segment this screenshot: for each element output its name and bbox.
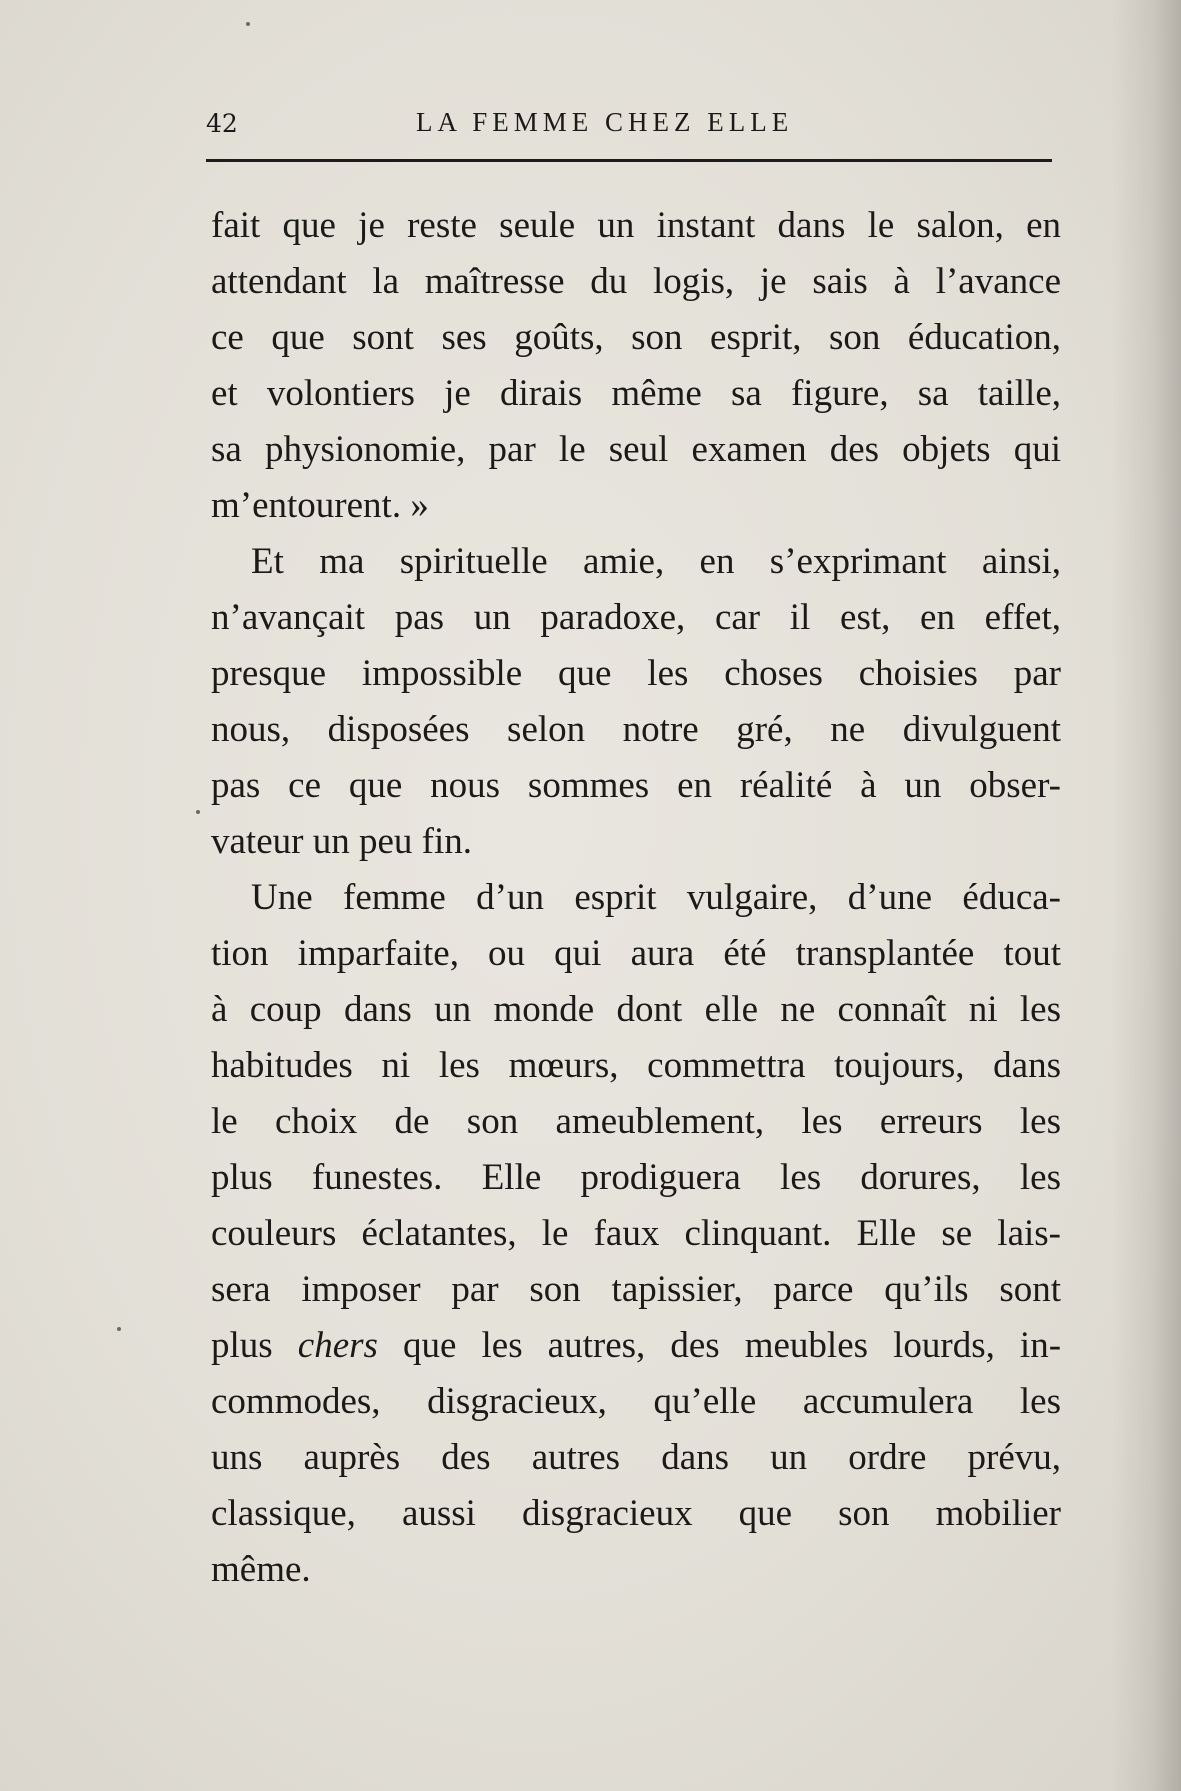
page-header <box>206 105 1052 145</box>
paper-speck <box>196 810 200 814</box>
text-line: n’avançait pas un paradoxe, car il est, en effet, <box>211 597 1061 638</box>
header-rule <box>206 159 1052 162</box>
text-line: uns auprès des autres dans un ordre prévu, <box>211 1437 1061 1478</box>
text-line: vateur un peu fin. <box>211 821 472 862</box>
text-line: même. <box>211 1549 311 1590</box>
text-fragment: que les autres, des meubles lourds, in- <box>403 1325 1062 1366</box>
running-title: LA FEMME CHEZ ELLE <box>416 107 794 137</box>
text-line: le choix de son ameublement, les erreurs les <box>211 1101 1061 1142</box>
body-text <box>211 198 1061 1598</box>
binding-shadow <box>1111 0 1181 1791</box>
text-line: pas ce que nous sommes en réalité à un obser- <box>211 765 1061 806</box>
text-line: Et ma spirituelle amie, en s’exprimant ainsi, <box>251 541 1061 582</box>
text-line: couleurs éclatantes, le faux clinquant. Elle se lais- <box>211 1213 1061 1254</box>
text-line: plus funestes. Elle prodiguera les dorures, les <box>211 1157 1061 1198</box>
paper-speck <box>246 22 250 26</box>
text-fragment: plus <box>211 1325 273 1366</box>
text-line: tion imparfaite, ou qui aura été transplantée tout <box>211 933 1061 974</box>
italic-word: chers <box>297 1325 378 1366</box>
text-line: et volontiers je dirais même sa figure, sa taille, <box>211 373 1061 414</box>
text-line: fait que je reste seule un instant dans le salon, en <box>211 205 1061 246</box>
text-line: nous, disposées selon notre gré, ne divulguent <box>211 709 1061 750</box>
text-line: à coup dans un monde dont elle ne connaît ni les <box>211 989 1061 1030</box>
text-line: attendant la maîtresse du logis, je sais à l’avance <box>211 261 1061 302</box>
text-line: sera imposer par son tapissier, parce qu’ils sont <box>211 1269 1061 1310</box>
page-number: 42 <box>206 109 238 138</box>
text-line: habitudes ni les mœurs, commettra toujours, dans <box>211 1045 1061 1086</box>
text-line: ce que sont ses goûts, son esprit, son éducation, <box>211 317 1061 358</box>
text-line: m’entourent. » <box>211 485 429 526</box>
text-line: Une femme d’un esprit vulgaire, d’une éduca- <box>251 877 1061 918</box>
text-line: sa physionomie, par le seul examen des objets qui <box>211 429 1061 470</box>
text-line: classique, aussi disgracieux que son mobilier <box>211 1493 1061 1534</box>
paper-speck <box>117 1327 121 1331</box>
text-line: commodes, disgracieux, qu’elle accumulera les <box>211 1381 1061 1422</box>
text-line-mixed <box>211 1318 1061 1374</box>
text-line: presque impossible que les choses choisies par <box>211 653 1061 694</box>
